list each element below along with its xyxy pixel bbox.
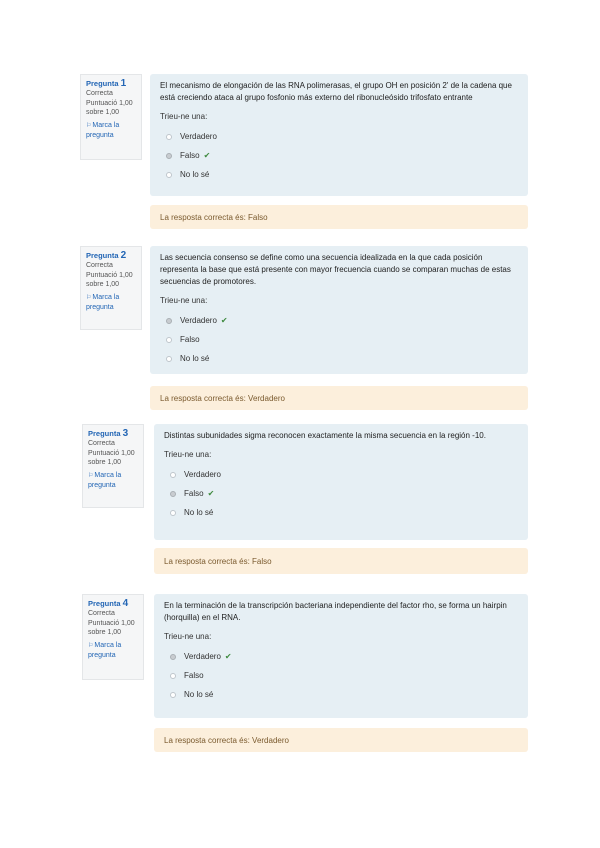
flag-question-link[interactable] xyxy=(88,471,138,490)
answer-prompt: Trieu-ne una: xyxy=(160,112,208,121)
flag-question-link[interactable] xyxy=(86,293,136,312)
question-label: Pregunta xyxy=(86,79,119,88)
radio-button[interactable] xyxy=(166,356,172,362)
question-label: Pregunta xyxy=(86,251,119,260)
question-text: El mecanismo de elongación de las RNA polimerasas, el grupo OH en posición 2' de la cadena que está creciendo ataca al grupo fosfonio más externo del ribonucleósido trifosfato entrante xyxy=(160,81,512,102)
answer-label: Falso xyxy=(184,488,204,498)
answer-label: Verdadero xyxy=(180,131,217,141)
answer-label: Verdadero xyxy=(184,651,221,661)
question-score: Puntuació 1,00 sobre 1,00 xyxy=(86,272,133,288)
answer-prompt: Trieu-ne una: xyxy=(164,450,212,459)
question-info xyxy=(80,246,142,330)
radio-button[interactable] xyxy=(166,172,172,178)
flag-icon: ⚐ xyxy=(86,123,92,129)
check-icon: ✔ xyxy=(220,315,228,325)
question-status: Correcta xyxy=(86,90,113,97)
answer-label: Verdadero xyxy=(180,315,217,325)
answer-option-no-lo-se[interactable] xyxy=(164,503,518,522)
answer-label: No lo sé xyxy=(180,169,210,179)
question-content xyxy=(154,594,528,718)
radio-button[interactable] xyxy=(170,692,176,698)
question-number: 2 xyxy=(120,250,127,261)
radio-button-selected[interactable] xyxy=(166,318,172,324)
answer-label: Falso xyxy=(184,670,204,680)
check-icon: ✔ xyxy=(207,488,215,498)
answer-option-no-lo-se[interactable] xyxy=(160,349,518,368)
question-number: 1 xyxy=(120,78,127,89)
answer-option-verdadero[interactable] xyxy=(160,311,518,330)
answer-label: No lo sé xyxy=(184,689,214,699)
question-content xyxy=(150,246,528,374)
question-status: Correcta xyxy=(88,610,115,617)
correct-answer-feedback: La resposta correcta és: Verdadero xyxy=(150,386,528,410)
question-score: Puntuació 1,00 sobre 1,00 xyxy=(88,450,135,466)
question-text: Distintas subunidades sigma reconocen exactamente la misma secuencia en la región -10. xyxy=(164,431,486,440)
correct-answer-feedback: La resposta correcta és: Falso xyxy=(154,548,528,574)
answer-prompt: Trieu-ne una: xyxy=(160,296,208,305)
check-icon: ✔ xyxy=(203,150,211,160)
question-number: 4 xyxy=(122,598,129,609)
question-info xyxy=(82,424,144,508)
question-status: Correcta xyxy=(88,440,115,447)
answer-option-verdadero[interactable] xyxy=(164,647,518,666)
radio-button[interactable] xyxy=(170,673,176,679)
question-text: Las secuencia consenso se define como una secuencia idealizada en la que cada posición representa la base que está presente con mayor frecuencia cuando se comparan muchas de estas secuencias de promotores. xyxy=(160,253,511,286)
answer-prompt: Trieu-ne una: xyxy=(164,632,212,641)
answer-option-verdadero[interactable] xyxy=(164,465,518,484)
check-icon: ✔ xyxy=(224,651,232,661)
flag-icon: ⚐ xyxy=(86,295,92,301)
flag-question-link[interactable] xyxy=(88,641,138,660)
answer-label: Falso xyxy=(180,150,200,160)
radio-button-selected[interactable] xyxy=(170,654,176,660)
answer-option-verdadero[interactable] xyxy=(160,127,518,146)
question-score: Puntuació 1,00 sobre 1,00 xyxy=(86,100,133,116)
correct-answer-feedback: La resposta correcta és: Falso xyxy=(150,205,528,229)
question-label: Pregunta xyxy=(88,429,121,438)
radio-button-selected[interactable] xyxy=(170,491,176,497)
answer-label: No lo sé xyxy=(180,353,210,363)
flag-label: Marca la pregunta xyxy=(86,294,120,311)
flag-label: Marca la pregunta xyxy=(86,122,120,139)
question-info xyxy=(82,594,144,680)
flag-question-link[interactable] xyxy=(86,121,136,140)
radio-button[interactable] xyxy=(166,134,172,140)
flag-label: Marca la pregunta xyxy=(88,472,122,489)
correct-answer-feedback: La resposta correcta és: Verdadero xyxy=(154,728,528,752)
flag-icon: ⚐ xyxy=(88,643,94,649)
question-number: 3 xyxy=(122,428,129,439)
answer-option-no-lo-se[interactable] xyxy=(164,685,518,704)
answer-option-falso[interactable] xyxy=(164,666,518,685)
answer-option-falso[interactable] xyxy=(160,330,518,349)
answer-option-falso[interactable] xyxy=(160,146,518,165)
answer-option-falso[interactable] xyxy=(164,484,518,503)
radio-button-selected[interactable] xyxy=(166,153,172,159)
answer-label: Falso xyxy=(180,334,200,344)
answer-label: No lo sé xyxy=(184,507,214,517)
radio-button[interactable] xyxy=(166,337,172,343)
flag-label: Marca la pregunta xyxy=(88,642,122,659)
flag-icon: ⚐ xyxy=(88,473,94,479)
radio-button[interactable] xyxy=(170,510,176,516)
question-content xyxy=(154,424,528,540)
question-label: Pregunta xyxy=(88,599,121,608)
radio-button[interactable] xyxy=(170,472,176,478)
question-status: Correcta xyxy=(86,262,113,269)
answer-option-no-lo-se[interactable] xyxy=(160,165,518,184)
question-info xyxy=(80,74,142,160)
question-content xyxy=(150,74,528,196)
question-text: En la terminación de la transcripción bacteriana independiente del factor rho, se forma un hairpin (horquilla) en el RNA. xyxy=(164,601,507,622)
answer-label: Verdadero xyxy=(184,469,221,479)
question-score: Puntuació 1,00 sobre 1,00 xyxy=(88,620,135,636)
